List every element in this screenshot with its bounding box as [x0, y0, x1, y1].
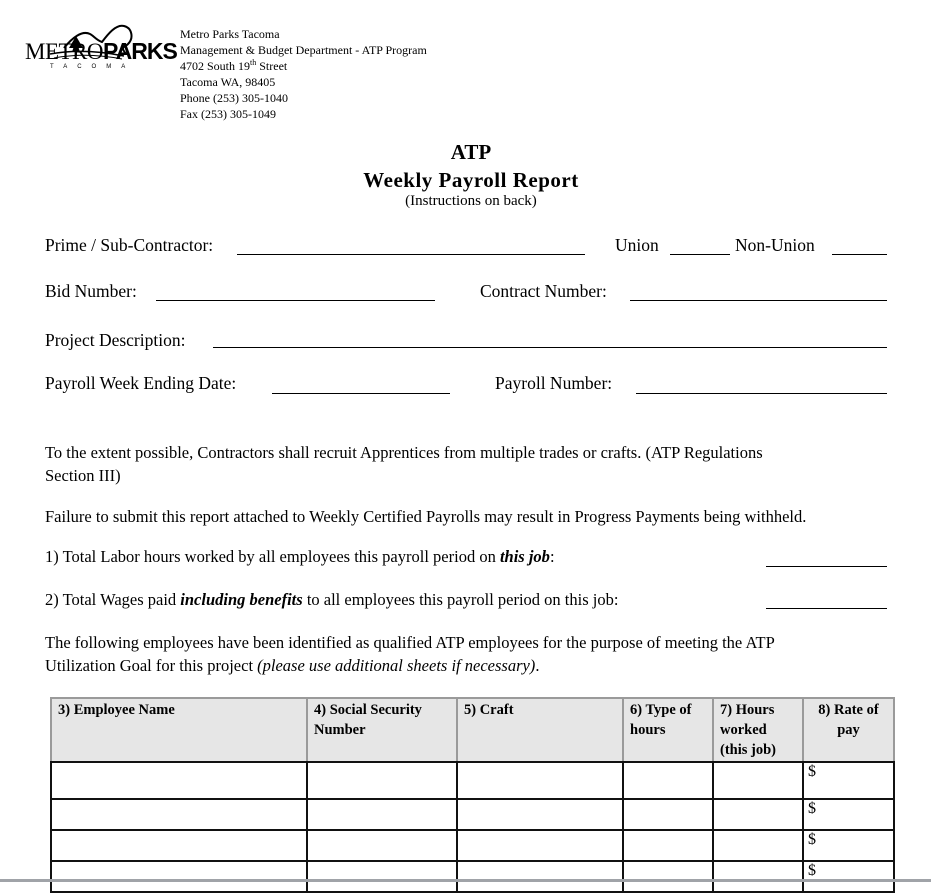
table-row: [51, 830, 894, 861]
fax: Fax (253) 305-1049: [180, 107, 276, 121]
failure-paragraph: Failure to submit this report attached to Weekly Certified Payrolls may result in Progress Payments being withheld.: [45, 507, 807, 526]
cell-rate-of-pay[interactable]: $: [803, 861, 894, 892]
table-header-row: [51, 698, 894, 762]
street-number: 4702 South 19: [180, 59, 251, 73]
following-end: .: [535, 656, 540, 675]
non-union-field[interactable]: [832, 254, 887, 255]
title-instructions-note: (Instructions on back): [405, 193, 537, 209]
title-weekly-payroll-report: Weekly Payroll Report: [363, 168, 579, 192]
cell-craft[interactable]: [457, 861, 623, 892]
department: Management & Budget Department - ATP Program: [180, 43, 427, 57]
title-atp: ATP: [450, 140, 492, 164]
prime-sub-contractor-field[interactable]: [237, 254, 585, 255]
employee-table: [50, 697, 895, 893]
city-state-zip: Tacoma WA, 98405: [180, 75, 276, 89]
table-row: [51, 861, 894, 892]
logo-parks: PARKS: [103, 38, 177, 64]
payroll-week-ending-field[interactable]: [272, 393, 450, 394]
cell-ssn[interactable]: [307, 799, 457, 830]
q2-emphasis: including benefits: [180, 590, 303, 609]
phone: Phone (253) 305-1040: [180, 91, 288, 105]
cell-employee-name[interactable]: [51, 799, 307, 830]
logo-metro: METRO: [25, 39, 103, 64]
address-block: [180, 26, 427, 122]
bid-number-field[interactable]: [156, 300, 435, 301]
recruit-paragraph-line1: To the extent possible, Contractors shall recruit Apprentices from multiple trades or crafts. (ATP Regulations: [45, 443, 763, 462]
bid-number-label: Bid Number:: [45, 281, 137, 301]
street-sup: th: [250, 58, 257, 67]
following-italic: (please use additional sheets if necessary): [257, 656, 536, 675]
contract-number-label: Contract Number:: [480, 281, 607, 301]
col-header-type-of-hours: 6) Type of hours: [623, 698, 713, 762]
cell-craft[interactable]: [457, 799, 623, 830]
metro-parks-logo-text: [25, 40, 177, 63]
street-address: [180, 58, 427, 74]
project-description-label: Project Description:: [45, 330, 186, 350]
logo-tacoma: TACOMA: [50, 64, 136, 70]
total-labor-hours-field[interactable]: [766, 566, 887, 567]
col-header-ssn: 4) Social Security Number: [307, 698, 457, 762]
cell-hours-worked[interactable]: [713, 799, 803, 830]
col-header-craft: 5) Craft: [457, 698, 623, 762]
following-paragraph-line1: The following employees have been identified as qualified ATP employees for the purpose of meeting the ATP: [45, 633, 775, 652]
cell-rate-of-pay[interactable]: $: [803, 830, 894, 861]
union-field[interactable]: [670, 254, 730, 255]
cell-employee-name[interactable]: [51, 762, 307, 799]
org-name: Metro Parks Tacoma: [180, 27, 280, 41]
col-header-hours-worked: 7) Hours worked (this job): [713, 698, 803, 762]
question-1-label: [45, 545, 555, 568]
q2-text: 2) Total Wages paid: [45, 590, 181, 609]
cell-type-of-hours[interactable]: [623, 762, 713, 799]
cell-ssn[interactable]: [307, 762, 457, 799]
cell-craft[interactable]: [457, 830, 623, 861]
q1-text: 1) Total Labor hours worked by all employees this payroll period on: [45, 547, 500, 566]
payroll-number-field[interactable]: [636, 393, 887, 394]
table-row: [51, 799, 894, 830]
cell-rate-of-pay[interactable]: $: [803, 799, 894, 830]
col-header-rate-of-pay: 8) Rate of pay: [803, 698, 894, 762]
contract-number-field[interactable]: [630, 300, 887, 301]
cell-type-of-hours[interactable]: [623, 799, 713, 830]
payroll-number-label: Payroll Number:: [495, 373, 613, 393]
prime-sub-contractor-label: Prime / Sub-Contractor:: [45, 235, 214, 255]
cell-ssn[interactable]: [307, 830, 457, 861]
payroll-week-ending-label: Payroll Week Ending Date:: [45, 373, 237, 393]
following-paragraph-line2: [45, 654, 539, 677]
cell-type-of-hours[interactable]: [623, 830, 713, 861]
cell-rate-of-pay[interactable]: $: [803, 762, 894, 799]
table-row: [51, 762, 894, 799]
cell-employee-name[interactable]: [51, 861, 307, 892]
question-2-label: [45, 588, 618, 611]
q1-emphasis: this job: [499, 547, 550, 566]
cell-employee-name[interactable]: [51, 830, 307, 861]
recruit-paragraph-line2: Section III): [45, 466, 121, 485]
project-description-field[interactable]: [213, 347, 887, 348]
non-union-label: Non-Union: [735, 235, 815, 255]
cell-ssn[interactable]: [307, 861, 457, 892]
total-wages-field[interactable]: [766, 608, 887, 609]
following-text: Utilization Goal for this project: [45, 656, 258, 675]
cell-type-of-hours[interactable]: [623, 861, 713, 892]
col-header-employee-name: 3) Employee Name: [51, 698, 307, 762]
q1-suffix: :: [549, 547, 555, 566]
cell-hours-worked[interactable]: [713, 830, 803, 861]
cell-hours-worked[interactable]: [713, 861, 803, 892]
union-label: Union: [615, 235, 659, 255]
cell-hours-worked[interactable]: [713, 762, 803, 799]
street-suffix: Street: [256, 59, 288, 73]
q2-suffix: to all employees this payroll period on this job:: [302, 590, 619, 609]
cell-craft[interactable]: [457, 762, 623, 799]
